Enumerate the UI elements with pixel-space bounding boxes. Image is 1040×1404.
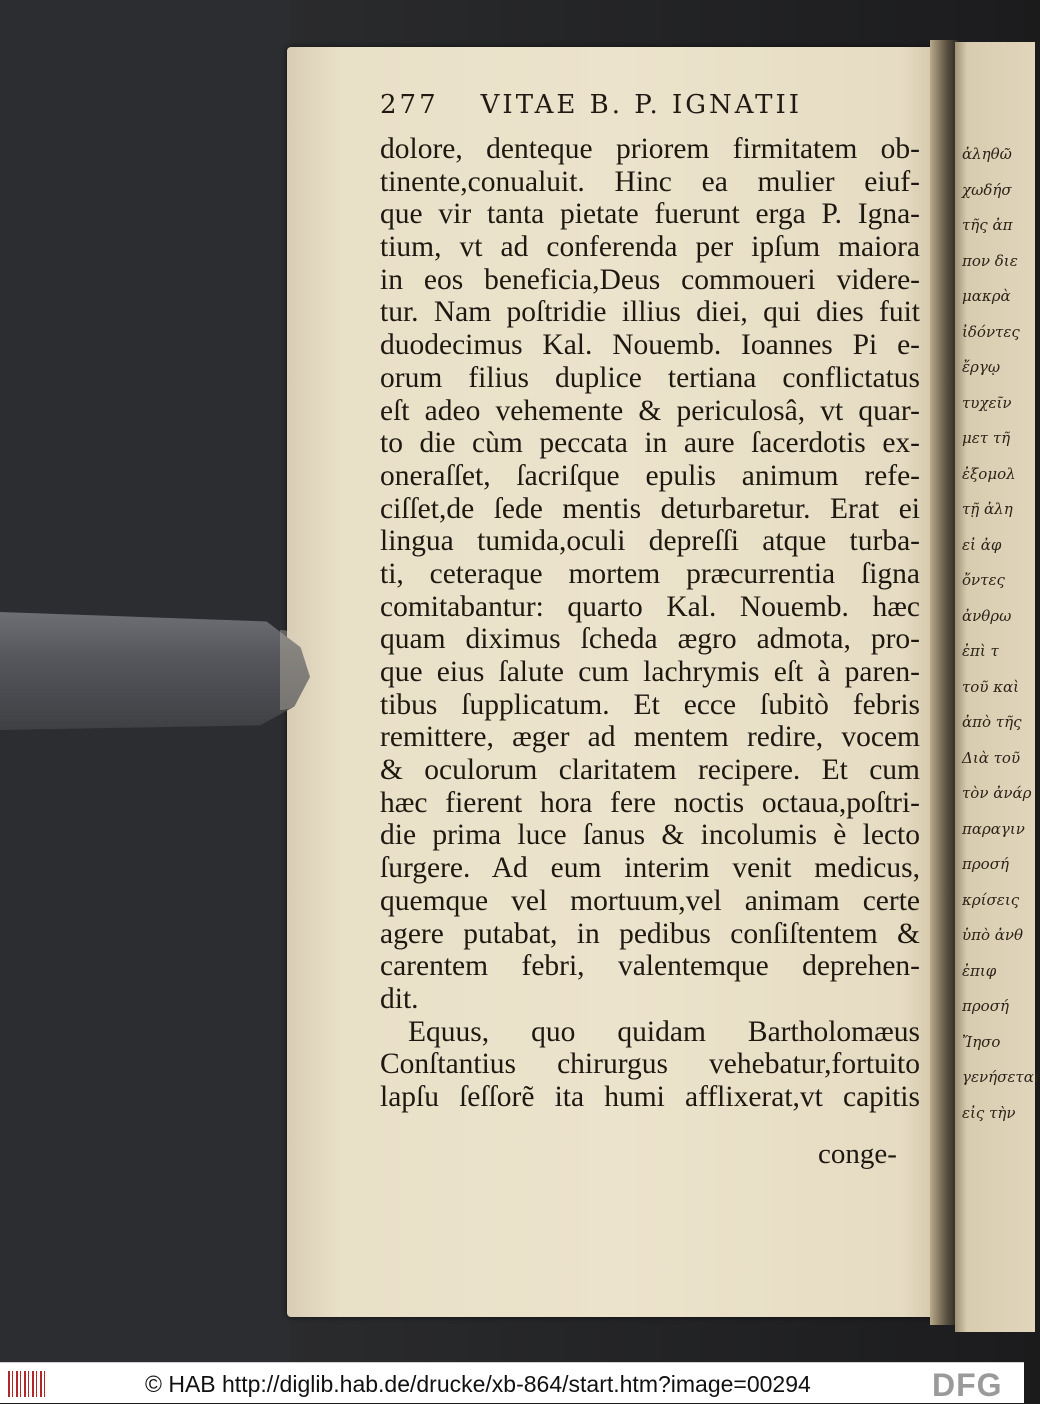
- facing-page-fragment: μακρὰ: [962, 287, 1011, 305]
- page-body-text: [380, 133, 920, 1114]
- page-number: 277: [380, 90, 439, 120]
- facing-page-fragment: προσή: [962, 855, 1009, 873]
- text-line: in eos beneficia,Deus commoueri videre-: [380, 263, 920, 296]
- facing-page-fragment: εἰ ἀφ: [962, 535, 1002, 554]
- text-line: ti, ceteraque mortem præcurrentia ſigna: [380, 557, 920, 590]
- text-line: carentem febri, valentemque deprehen-: [380, 950, 920, 983]
- facing-page-fragment: χωδήσ: [962, 180, 1012, 199]
- text-line: oneraſſet, ſacriſque epulis animum refe-: [380, 459, 920, 492]
- paragraph-first-line: Equus, quo quidam Bartholomæus: [408, 1015, 920, 1048]
- facing-page-fragment: ὑπὸ ἀνθ: [962, 926, 1024, 944]
- facing-page-fragment: τῆς ἀπ: [962, 216, 1013, 234]
- running-title: VITAE B. P. IGNATII: [480, 90, 803, 120]
- text-line: eſt adeo vehemente & periculosâ, vt quar-: [380, 394, 920, 427]
- text-line: lapſu ſeſſorẽ ita humi afflixerat,vt capitis: [380, 1080, 920, 1113]
- facing-page-fragment: τοῦ καὶ: [962, 677, 1020, 696]
- facing-page-fragment: τυχεῖν: [962, 393, 1012, 412]
- text-line: ciſſet,de ſede mentis deturbaretur. Erat ei: [380, 492, 920, 525]
- text-line: tur. Nam poſtridie illius diei, qui dies fuit: [380, 296, 920, 329]
- text-line: to die cùm peccata in aure ſacerdotis ex-: [380, 427, 920, 460]
- facing-page-fragment: ἀνθρω: [962, 606, 1012, 625]
- facing-page-fragment: ἀληθῶ: [962, 145, 1012, 163]
- facing-page-fragment: ἐπὶ τ: [962, 642, 999, 660]
- facing-page-fragment: μετ τῆ: [962, 429, 1011, 447]
- text-line: duodecimus Kal. Nouemb. Ioannes Pi e-: [380, 329, 920, 362]
- facing-page-fragment: εἰς τὴν: [962, 1103, 1016, 1122]
- facing-page-fragment: τὸν ἀνάρ: [962, 784, 1032, 802]
- running-header: [380, 90, 850, 120]
- text-line: quam diximus ſcheda ægro admota, pro-: [380, 623, 920, 656]
- text-line: agere putabat, in pedibus conſiſtentem &: [380, 917, 920, 950]
- text-line: que eius ſalute cum lachrymis eſt à paren-: [380, 656, 920, 688]
- text-line: comitabantur: quarto Kal. Nouemb. hæc: [380, 590, 920, 623]
- facing-page-fragment: κρίσεις: [962, 890, 1020, 909]
- text-line: hæc fierent hora fere noctis octaua,poſtri-: [380, 786, 920, 819]
- text-line: & oculorum claritatem recipere. Et cum: [380, 754, 920, 787]
- text-line: que vir tanta pietate fuerunt erga P. Igna-: [380, 198, 920, 231]
- text-line: orum filius duplice tertiana conflictatus: [380, 361, 920, 394]
- text-line: die prima luce ſanus & incolumis è lecto: [380, 819, 920, 852]
- facing-page-fragment: ἐξομολ: [962, 464, 1016, 483]
- text-line: dolore, denteque priorem firmitatem ob-: [380, 133, 920, 165]
- text-line: lingua tumida,oculi depreſſi atque turba-: [380, 525, 920, 558]
- facing-page-fragment: γενήσεται: [962, 1068, 1040, 1086]
- facing-page-fragment: Ἴησο: [962, 1032, 1001, 1051]
- book-gutter: [930, 40, 958, 1325]
- text-line: tium, vt ad conferenda per ipſum maiora: [380, 231, 920, 264]
- text-line: dit.: [380, 982, 419, 1015]
- facing-page-fragment: ἰδόντες: [962, 322, 1020, 341]
- facing-page-fragment: πον διε: [962, 251, 1018, 270]
- facing-page-fragment: παραγιν: [962, 819, 1025, 838]
- facing-page-fragment: Διὰ τοῦ: [962, 748, 1021, 767]
- copyright-url-text[interactable]: © HAB http://diglib.hab.de/drucke/xb-864/start.htm?image=00294: [145, 1371, 811, 1397]
- text-line: ſurgere. Ad eum interim venit medicus,: [380, 852, 920, 885]
- facing-page-fragment: ἐπιφ: [962, 961, 997, 980]
- catchword: conge-: [818, 1138, 897, 1170]
- hab-barcode-logo-icon: [8, 1371, 48, 1397]
- facing-page-fragment: ἀπὸ τῆς: [962, 713, 1022, 731]
- facing-page-fragment: προσή: [962, 997, 1009, 1015]
- facing-page-fragment: ὄντες: [962, 571, 1005, 589]
- facing-page-fragment: τῇ ἀλη: [962, 500, 1013, 518]
- text-line: tinente,conualuit. Hinc ea mulier eiuf-: [380, 165, 920, 198]
- text-line: Conſtantius chirurgus vehebatur,fortuito: [380, 1048, 920, 1081]
- text-line: remittere, æger ad mentem redire, vocem: [380, 721, 920, 754]
- text-line: tibus ſupplicatum. Et ecce ſubitò febris: [380, 688, 920, 721]
- viewer-footer: [0, 1362, 1024, 1403]
- text-line: quemque vel mortuum,vel animam certe: [380, 884, 920, 917]
- page-holder-spatula: [0, 612, 310, 730]
- dfg-logo: DFG: [932, 1367, 1003, 1403]
- facing-page-fragment: ἔργῳ: [962, 358, 1001, 376]
